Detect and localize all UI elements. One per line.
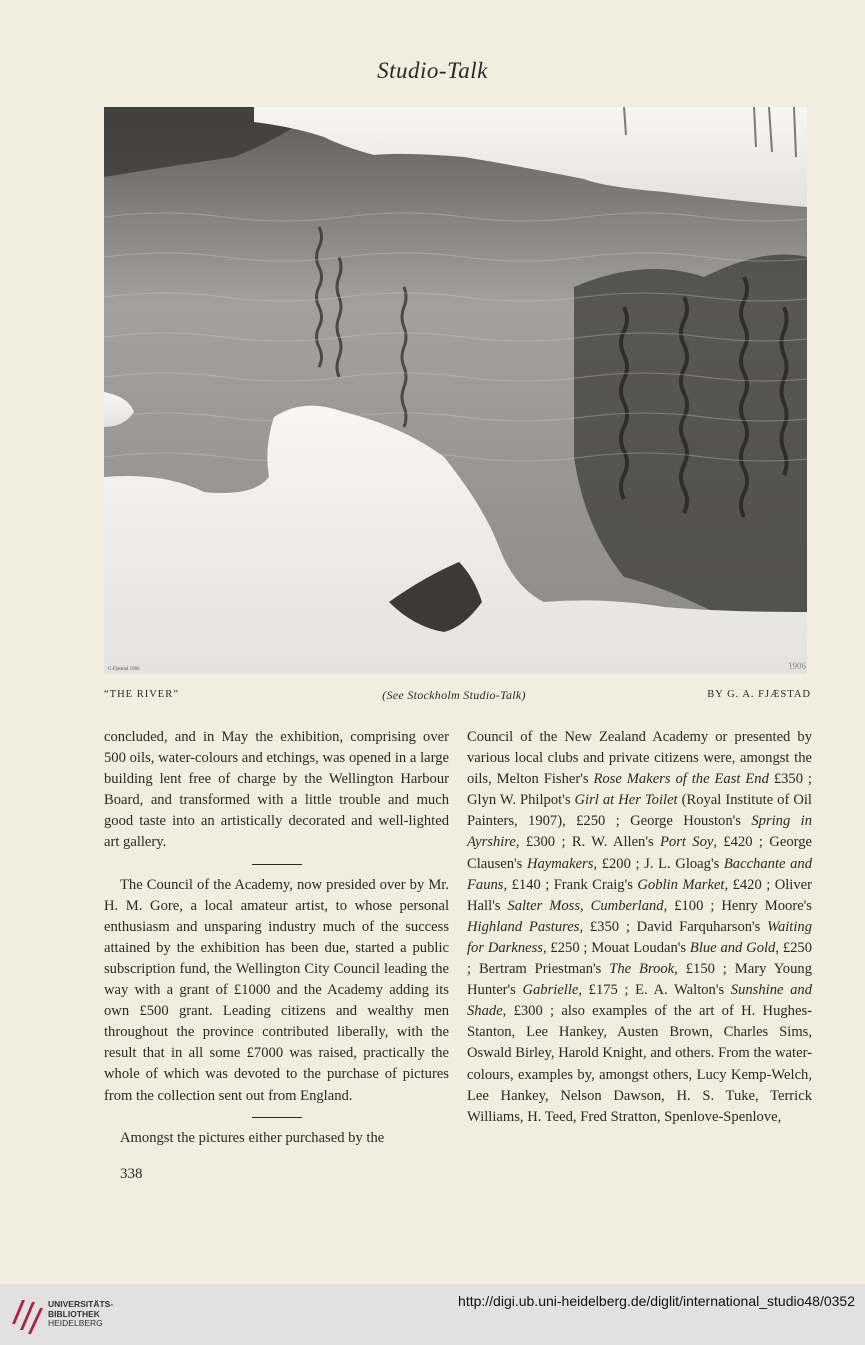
caption-artist: BY G. A. FJÆSTAD: [707, 689, 811, 700]
plate-signature-right: 1906: [788, 661, 806, 671]
body-text: , £150 ; Mary Young Hunter's: [467, 961, 812, 999]
footer-bar: [0, 1284, 865, 1345]
library-name: [48, 1300, 113, 1329]
library-logo: [10, 1294, 44, 1336]
artwork-title: Spring in Ayrshire: [467, 813, 812, 851]
artwork-title: Girl at Her Toilet: [574, 792, 678, 809]
library-name-line-3: HEIDELBERG: [48, 1318, 103, 1329]
page-number: 338: [120, 1166, 143, 1182]
right-paragraph: [467, 727, 812, 1128]
body-text: £350 ; Glyn W. Philpot's: [467, 771, 812, 809]
artwork-title: Waiting for Darkness: [467, 918, 813, 956]
left-paragraph-3: Amongst the pictures either purchased by the: [120, 1129, 385, 1146]
body-text: , £200 ; J. L. Gloag's: [593, 855, 724, 872]
body-text: , £300 ; also examples of the art of H. Hughes-Stanton, Lee Hankey, Austen Brown, Charles Sims, Oswald Birley, Harold Knight, and others. From the water-colours, examples by, amongst others, Lucy Kemp-Welch, Lee Hankey, Nelson Dawson, H. S. Tuke, Terrick Williams, H. Teed, Fred Stratton, Spenlove-Spenlove,: [467, 1003, 812, 1125]
body-text: , £350 ; David Farquharson's: [579, 918, 768, 935]
body-text: , £250 ; Bertram Priestman's: [467, 939, 813, 978]
library-name-line-2: BIBLIOTHEK: [48, 1308, 100, 1319]
plate-caption: [104, 689, 811, 705]
left-paragraph-1: concluded, and in May the exhibition, comprising over 500 oils, water-colours and etchings, was opened in a large building lent free of charge by the Wellington Harbour Board, and transformed with a little trouble and much good taste into an artistically decorated and well-lighted art gallery.: [104, 729, 449, 851]
library-name-line-1: UNIVERSITÄTS-: [48, 1299, 114, 1309]
plate-image: [104, 107, 807, 674]
artwork-title: Salter Moss, Cumberland: [507, 897, 664, 914]
body-text: , £250 ; Mouat Loudan's: [542, 939, 690, 956]
body-text: , £420 ; George Clausen's: [467, 834, 812, 872]
artwork-title: Rose Makers of the East End: [593, 771, 769, 788]
caption-source: (See Stockholm Studio-Talk): [382, 688, 526, 702]
running-head: Studio-Talk: [377, 58, 488, 83]
body-text: , £420 ; Oliver Hall's: [467, 876, 812, 914]
artwork-title: Port Soy: [660, 834, 714, 851]
body-text: Council of the New Zealand Academy or presented by various local clubs and private citizens were, amongst the oils, Melton Fisher's: [467, 729, 812, 788]
body-text: , £140 ; Frank Craig's: [503, 876, 638, 893]
body-text: , £100 ; Henry Moore's: [663, 897, 812, 914]
body-text: (Royal Institute of Oil Painters, 1907), £250 ; George Houston's: [467, 792, 812, 830]
left-paragraph-2: The Council of the Academy, now presided over by Mr. H. M. Gore, a local amateur artist, to whose personal enthusiasm and unsparing industry much of the success attained by the exhibition has been due, started a public subscription fund, the Wellington City Council leading the way with a grant of £1000 and the Academy adding its own £500 grant. Leading citizens and wealthy men throughout the province contributed liberally, with the result that in all some £7000 was raised, practically the whole of which was devoted to the purchase of pictures from the collection sent out from England.: [104, 876, 449, 1104]
artwork-title: Highland Pastures: [467, 918, 580, 935]
caption-title: “THE RIVER”: [104, 689, 179, 700]
artwork-title: Blue and Gold: [689, 939, 776, 956]
left-column: [104, 727, 449, 1149]
plate-signature-left: G.Fjæstad 1906: [108, 667, 140, 672]
artwork-title: Haymakers: [526, 855, 594, 872]
body-text: , £175 ; E. A. Walton's: [578, 982, 731, 999]
artwork-title: Goblin Market: [637, 876, 725, 893]
body-text: , £300 ; R. W. Allen's: [515, 834, 661, 851]
artwork-title: The Brook: [609, 961, 675, 978]
artwork-title: Sunshine and Shade: [467, 982, 812, 1020]
artwork-title: Gabrielle: [522, 982, 579, 999]
right-column: [467, 727, 812, 1128]
section-separator: [252, 864, 302, 865]
artwork-title: Bacchante and Fauns: [467, 855, 812, 893]
permalink-url[interactable]: http://digi.ub.uni-heidelberg.de/diglit/international_studio48/0352: [458, 1293, 855, 1309]
section-separator: [252, 1117, 302, 1118]
